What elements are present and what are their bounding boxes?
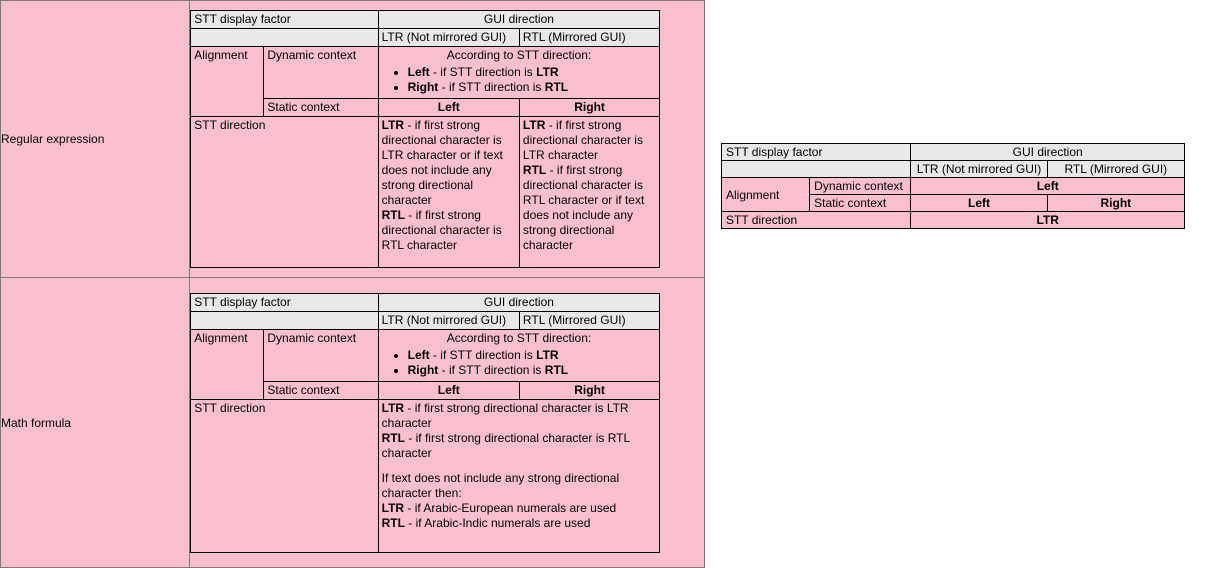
table-row [191, 329, 660, 381]
value-static-ltr: Left [911, 195, 1047, 212]
math-stt-line4-bold: LTR [381, 500, 405, 515]
bullet-left-value: LTR [536, 65, 559, 79]
math-stt-line5-bold: RTL [381, 515, 405, 530]
header-blank [191, 29, 378, 47]
table-row [191, 29, 660, 47]
according-to-stt-text: According to STT direction: [446, 48, 592, 62]
label-static-context: Static context [264, 99, 378, 117]
row-label-math-formula: Math formula [1, 278, 190, 568]
value-static-rtl: Right [519, 99, 659, 117]
list-item [408, 65, 657, 80]
value-static-rtl: Right [519, 381, 659, 399]
bullet-left-label: Left [407, 347, 430, 362]
table-row [191, 399, 660, 552]
list-item [408, 348, 657, 363]
header-gui-direction: GUI direction [911, 144, 1185, 161]
math-stt-line4 [382, 501, 657, 516]
header-stt-display-factor: STT display factor [722, 144, 911, 161]
header-ltr: LTR (Not mirrored GUI) [911, 161, 1047, 178]
label-dynamic-context: Dynamic context [264, 329, 378, 381]
bullet-right-label: Right [407, 80, 439, 94]
regex-inner-table [190, 10, 660, 268]
header-rtl: RTL (Mirrored GUI) [519, 29, 659, 47]
math-stt-line2-text: - if first strong directional character is RTL character [381, 430, 630, 460]
list-item [408, 363, 657, 378]
header-stt-display-factor: STT display factor [191, 11, 378, 29]
list-item [408, 80, 657, 95]
header-ltr: LTR (Not mirrored GUI) [378, 29, 519, 47]
bullet-right-text: - if STT direction is [438, 362, 545, 377]
header-blank [191, 311, 378, 329]
table-row [722, 212, 1185, 229]
stt-rtl-line2-bold: RTL [522, 163, 547, 177]
stt-ltr-line2-bold: RTL [381, 208, 405, 222]
header-rtl: RTL (Mirrored GUI) [519, 311, 659, 329]
value-static-ltr: Left [378, 381, 519, 399]
table-row [191, 311, 660, 329]
table-row [1, 1, 705, 278]
bullet-left-text: - if STT direction is [429, 347, 537, 362]
stt-rtl-line2-text: - if first strong directional character is RTL character or if text does not include any strong directional character [522, 163, 645, 252]
stt-direction-bullets [382, 348, 657, 378]
table-row [191, 11, 660, 29]
stt-ltr-line2 [382, 208, 516, 253]
label-alignment: Alignment [191, 329, 264, 399]
summary-table [721, 143, 1185, 229]
header-gui-direction: GUI direction [378, 293, 660, 311]
bullet-right-text: - if STT direction is [438, 80, 545, 94]
table-row [722, 178, 1185, 195]
label-dynamic-context: Dynamic context [810, 178, 911, 195]
math-stt-line5-text: - if Arabic-Indic numerals are used [404, 515, 591, 530]
math-stt-line1-text: - if first strong directional character is LTR character [381, 400, 629, 430]
label-alignment: Alignment [191, 47, 264, 117]
stt-rtl-line1 [523, 118, 656, 163]
spacer [382, 461, 657, 471]
header-ltr: LTR (Not mirrored GUI) [378, 311, 519, 329]
value-stt-direction-both [378, 399, 660, 552]
table-row [1, 278, 705, 568]
cell-math-detail [190, 278, 705, 568]
bullet-right-label: Right [407, 362, 439, 377]
value-alignment-dynamic: Left [911, 178, 1185, 195]
stt-ltr-line1-text: - if first strong directional character is LTR character or if text does not include any strong directional character [381, 118, 503, 207]
stt-ltr-line1 [382, 118, 516, 208]
table-row [191, 293, 660, 311]
row-label-regular-expression: Regular expression [1, 1, 190, 278]
label-stt-direction: STT direction [191, 399, 378, 552]
header-stt-display-factor: STT display factor [191, 293, 378, 311]
bullet-left-value: LTR [536, 347, 559, 362]
label-dynamic-context: Dynamic context [264, 47, 378, 99]
header-rtl: RTL (Mirrored GUI) [1047, 161, 1184, 178]
value-stt-direction-rtl [519, 117, 659, 268]
math-stt-line2-bold: RTL [381, 430, 405, 445]
table-row [191, 47, 660, 99]
bullet-right-value: RTL [544, 362, 569, 377]
stt-direction-bullets [382, 65, 657, 95]
math-stt-line4-text: - if Arabic-European numerals are used [404, 500, 617, 515]
stt-rtl-line1-text: - if first strong directional character is LTR character [522, 118, 643, 162]
according-to-stt-text: According to STT direction: [446, 330, 592, 345]
value-alignment-dynamic [378, 329, 660, 381]
bullet-left-label: Left [407, 65, 430, 79]
value-alignment-dynamic [378, 47, 660, 99]
label-static-context: Static context [264, 381, 378, 399]
math-stt-line1 [382, 401, 657, 431]
label-static-context: Static context [810, 195, 911, 212]
math-stt-line5 [382, 516, 657, 531]
math-stt-line2 [382, 431, 657, 461]
math-inner-table [190, 293, 660, 553]
label-stt-direction: STT direction [191, 117, 378, 268]
value-static-rtl: Right [1047, 195, 1184, 212]
bullet-left-text: - if STT direction is [429, 65, 537, 79]
stt-rtl-line2 [523, 163, 656, 253]
header-gui-direction: GUI direction [378, 11, 660, 29]
value-static-ltr: Left [378, 99, 519, 117]
header-blank [722, 161, 911, 178]
stt-ltr-line2-text: - if first strong directional character is RTL character [381, 208, 502, 252]
cell-regex-detail [190, 1, 705, 278]
bullet-right-value: RTL [544, 80, 569, 94]
table-row [191, 117, 660, 268]
stt-ltr-line1-bold: LTR [381, 118, 405, 132]
table-row [722, 161, 1185, 178]
value-stt-direction: LTR [911, 212, 1185, 229]
table-row [722, 144, 1185, 161]
math-stt-line3: If text does not include any strong directional character then: [381, 470, 620, 500]
stt-rtl-line1-bold: LTR [522, 118, 546, 132]
label-alignment: Alignment [722, 178, 810, 212]
label-stt-direction: STT direction [722, 212, 911, 229]
value-stt-direction-ltr [378, 117, 519, 268]
math-stt-line1-bold: LTR [381, 400, 405, 415]
